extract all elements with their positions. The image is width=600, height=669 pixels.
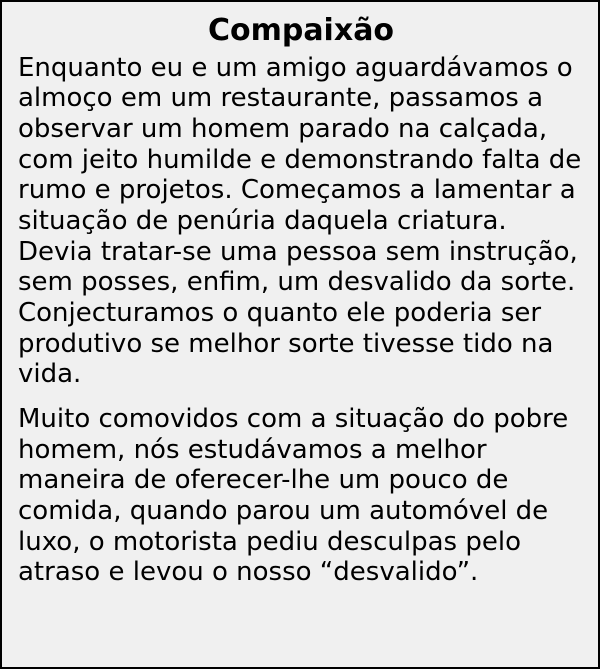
paragraph-1: Enquanto eu e um amigo aguardávamos o almoço em um restaurante, passamos a observar um homem parado na calçada, com jeito humilde e demonstrando falta de rumo e projetos. Começamos a lamentar a situação de penúria daquela criatura. Devia tratar-se uma pessoa sem instrução, sem posses, enfim, um desvalido da sorte. Conjecturamos o quanto ele poderia ser produtivo se melhor sorte tivesse tido na vida. [18, 52, 582, 390]
page-title: Compaixão [207, 13, 395, 48]
paragraph-2: Muito comovidos com a situação do pobre homem, nós estudávamos a melhor maneira de oferecer-lhe um pouco de comida, quando parou um automóvel de luxo, o motorista pediu desculpas pelo atraso e levou o nosso “desvalido”. [18, 403, 569, 588]
